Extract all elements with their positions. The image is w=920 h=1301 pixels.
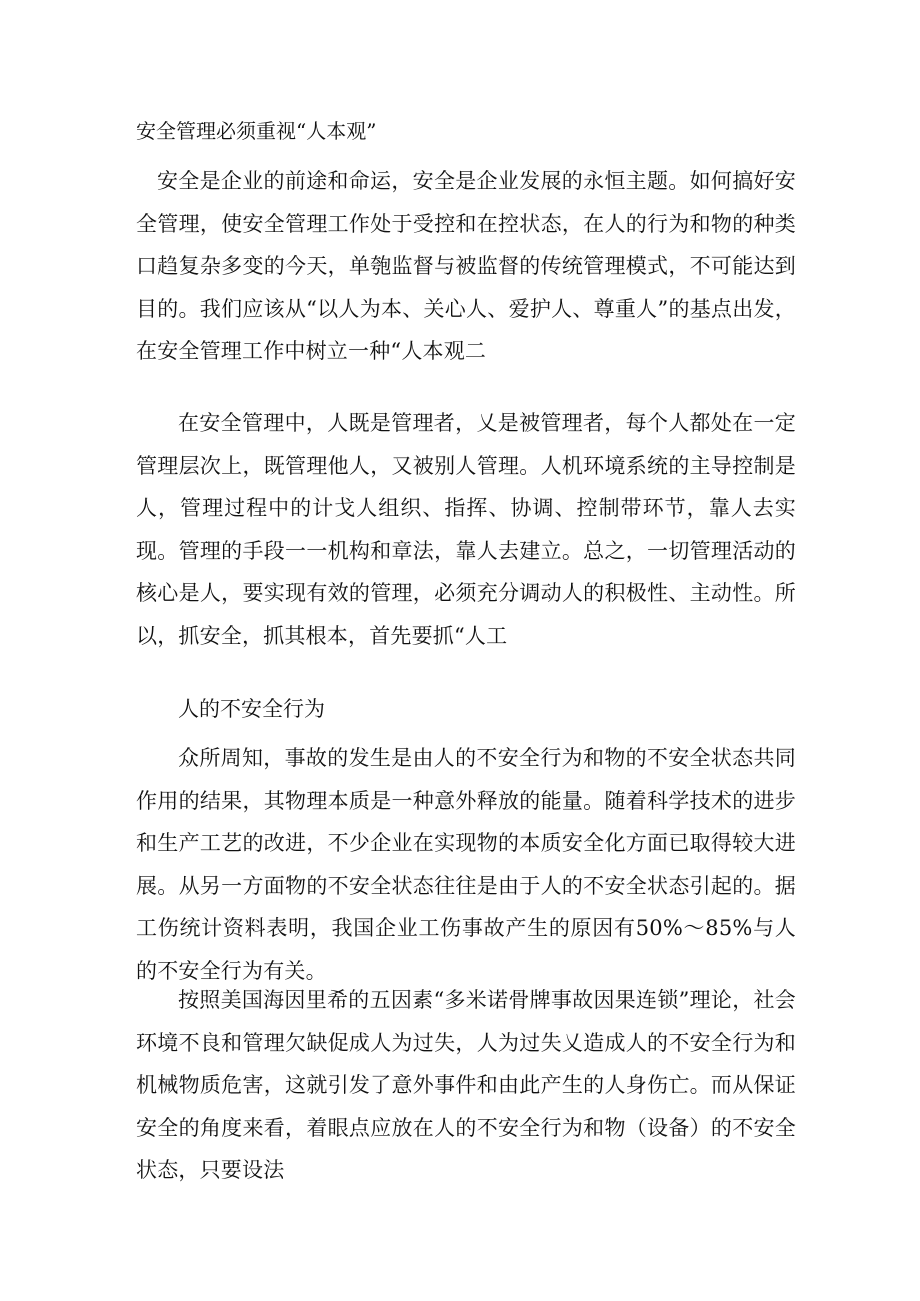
paragraph-intro: 安全是企业的前途和命运，安全是企业发展的永恒主题。如何搞好安全管理，使安全管理工作处于受控和在控状态，在人的行为和物的种类口趋复杂多变的今天，单匏监督与被监督的传统管理模式，不可能达到目的。我们应该从“以人为本、关心人、爱护人、尊重人”的基点出发，在安全管理工作中树立一种“人本观二 — [136, 169, 796, 364]
document-title: 安全管理必须重视“人本观” — [136, 119, 377, 143]
paragraph-domino-theory: 按照美国海因里希的五因素“多米诺骨牌事故因果连锁”理论，社会环境不良和管理欠缺促成人为过失，人为过失乂造成人的不安全行为和机械物质危害，这就引发了意外事件和由此产生的人身伤亡。而从保证安全的角度来看，着眼点应放在人的不安全行为和物（设备）的不安全状态，只要设法 — [136, 988, 796, 1183]
section-heading: 人的不安全行为 — [178, 697, 325, 721]
paragraph-management: 在安全管理中，人既是管理者，乂是被管理者，每个人都处在一定管理层次上，既管理他人，又被别人管理。人机环境系统的主导控制是人，管理过程中的计戈人组织、指挥、协调、控制带环节，靠人去实现。管理的手段一一机构和章法，靠人去建立。总之，一切管理活动的核心是人，要实现有效的管理，必须充分调动人的积极性、主动性。所以，抓安全，抓其根本，首先要抓“人工 — [136, 411, 796, 648]
paragraph-unsafe-behavior: 众所周知，事故的发生是由人的不安全行为和物的不安全状态共同作用的结果，其物理本质是一种意外释放的能量。随着科学技术的进步和生产工艺的改进，不少企业在实现物的本质安全化方面已取得较大进展。从另一方面物的不安全状态往往是由于人的不安全状态引起的。据工伤统计资料表明，我国企业工伤事故产生的原因有50%～85%与人的不安全行为有关。 — [136, 746, 796, 983]
